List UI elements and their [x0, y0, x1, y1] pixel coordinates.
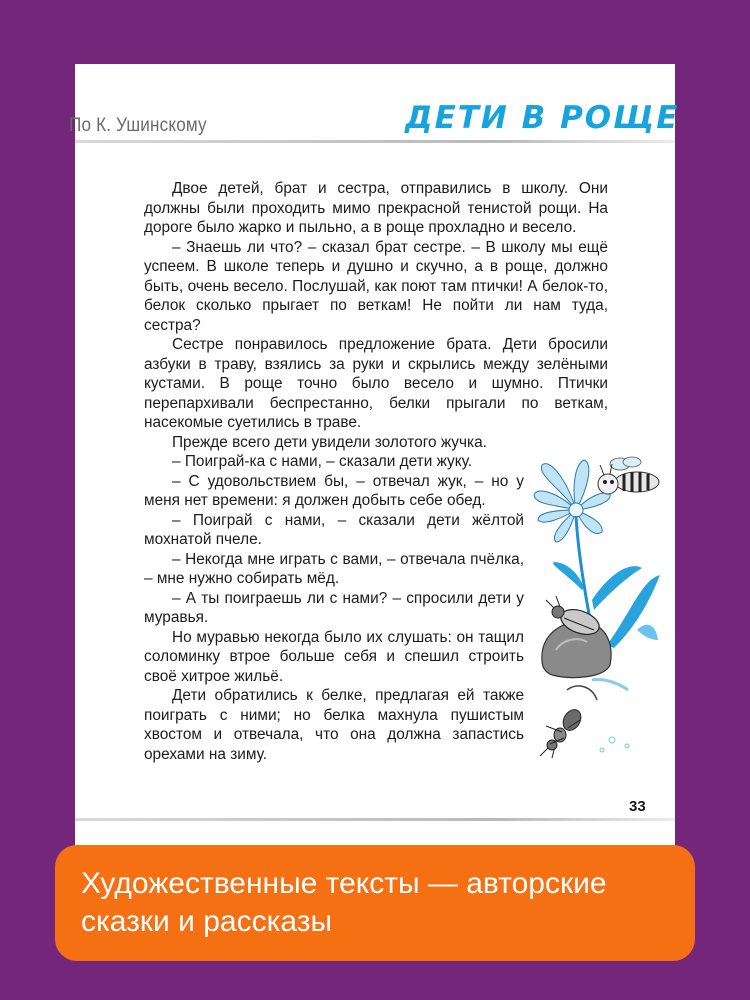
paragraph: – Поиграй с нами, – сказали дети жёлтой мохнатой пчеле. [144, 511, 524, 548]
paragraph: Но муравью некогда было их слушать: он тащил соломинку втрое больше себя и спешил строить своё хитрое жильё. [144, 628, 524, 685]
paragraph: Дети обратились к белке, предлагая ей также поиграть с ними; но белка махнула пушистым хвостом и отвечала, что она должна запастись орехами на зиму. [144, 687, 524, 763]
footer-divider [75, 818, 675, 821]
paragraph: – Знаешь ли что? – сказал брат сестре. – В школу мы ещё успеем. В школе теперь и душно и скучно, а в роще, должно быть, очень весело. Послушай, как поют там птички! А белок-то, белок сколько прыгает по веткам! Не пойти ли нам туда, сестра? [144, 238, 608, 334]
paragraph: – А ты поиграешь ли с нами? – спросили дети у муравья. [144, 589, 524, 626]
author-credit: По К. Ушинскому [69, 115, 207, 136]
bee-icon [598, 457, 659, 494]
page-number: 33 [629, 798, 646, 815]
header-divider [75, 140, 675, 143]
ant-icon [540, 679, 629, 758]
paragraph: Прежде всего дети увидели золотого жучка. [172, 433, 487, 451]
paragraph: – С удовольствием бы, – отвечал жук, – но у меня нет времени: я должен добыть себе обед. [144, 472, 524, 509]
promo-banner [55, 845, 695, 961]
paragraph: – Поиграй-ка с нами, – сказали дети жуку. [172, 453, 473, 470]
insects-illustration [532, 450, 672, 760]
paragraph: – Некогда мне играть с вами, – отвечала пчёлка, – мне нужно собирать мёд. [144, 550, 524, 587]
paragraph: Двое детей, брат и сестра, отправились в школу. Они должны были проходить мимо прекрасной тенистой рощи. На дороге было жарко и пыльно, а в роще прохладно и весело. [144, 180, 608, 236]
banner-text [81, 865, 681, 941]
story-title: ДЕТИ В РОЩЕ [405, 100, 680, 136]
banner-line-2: сказки и рассказы [81, 905, 333, 938]
banner-line-1: Художественные тексты — авторские [81, 867, 607, 900]
paragraph: Сестре понравилось предложение брата. Дети бросили азбуки в траву, взялись за руки и скрылись между зелёными кустами. В роще точно было весело и шумно. Птички перепархивали беспрестанно, белки прыгали по веткам, насекомые суетились в траве. [144, 336, 608, 431]
